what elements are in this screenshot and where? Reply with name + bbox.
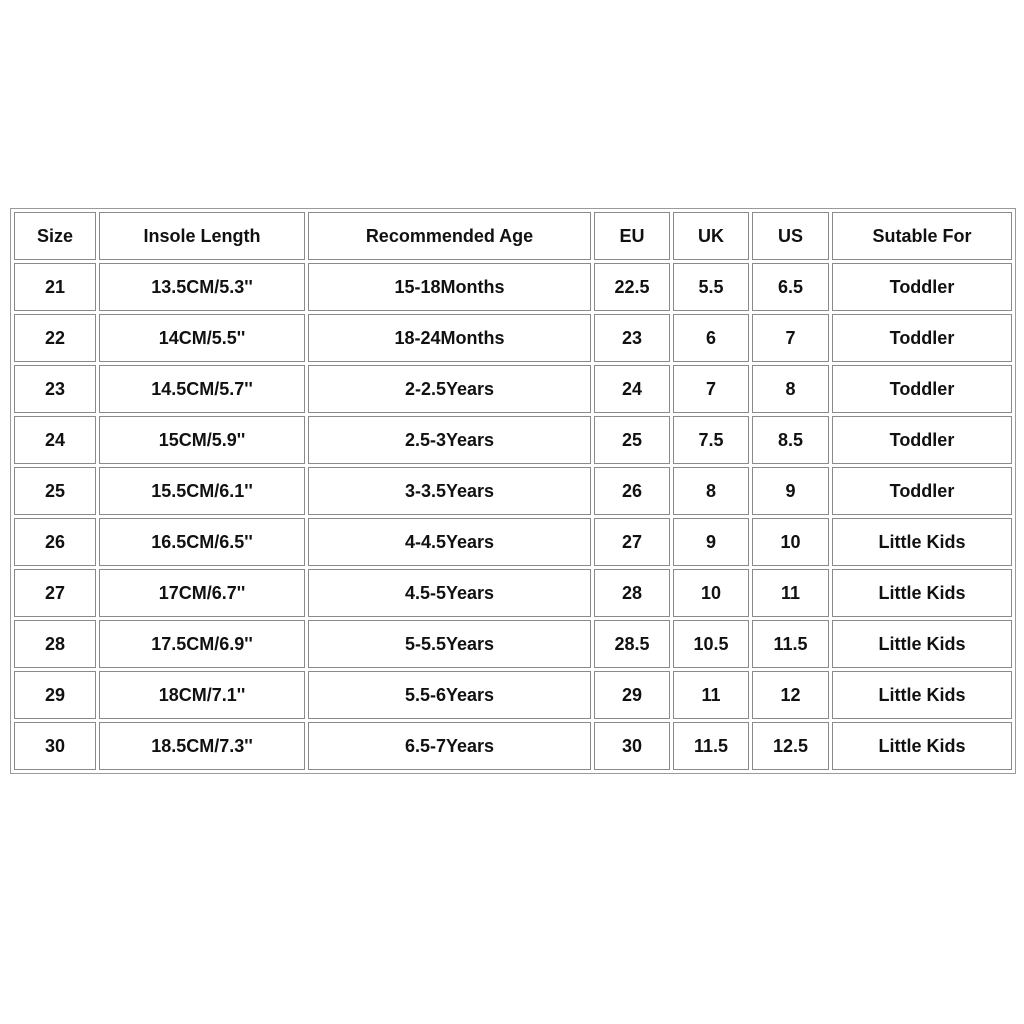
cell-eu: 24 bbox=[594, 365, 670, 413]
cell-suitable-for: Toddler bbox=[832, 467, 1012, 515]
cell-eu: 28.5 bbox=[594, 620, 670, 668]
table-row bbox=[14, 671, 1012, 719]
cell-recommended-age: 2.5-3Years bbox=[308, 416, 591, 464]
cell-eu: 25 bbox=[594, 416, 670, 464]
cell-uk: 8 bbox=[673, 467, 749, 515]
cell-insole-length: 18.5CM/7.3'' bbox=[99, 722, 305, 770]
cell-suitable-for: Little Kids bbox=[832, 569, 1012, 617]
header-suitable-for: Sutable For bbox=[832, 212, 1012, 260]
cell-uk: 6 bbox=[673, 314, 749, 362]
cell-insole-length: 15CM/5.9'' bbox=[99, 416, 305, 464]
cell-size: 29 bbox=[14, 671, 96, 719]
cell-recommended-age: 15-18Months bbox=[308, 263, 591, 311]
cell-eu: 23 bbox=[594, 314, 670, 362]
cell-suitable-for: Toddler bbox=[832, 365, 1012, 413]
cell-size: 24 bbox=[14, 416, 96, 464]
cell-recommended-age: 6.5-7Years bbox=[308, 722, 591, 770]
cell-suitable-for: Toddler bbox=[832, 314, 1012, 362]
header-insole-length: Insole Length bbox=[99, 212, 305, 260]
header-eu: EU bbox=[594, 212, 670, 260]
table-row bbox=[14, 365, 1012, 413]
cell-eu: 30 bbox=[594, 722, 670, 770]
cell-size: 21 bbox=[14, 263, 96, 311]
cell-eu: 26 bbox=[594, 467, 670, 515]
cell-uk: 5.5 bbox=[673, 263, 749, 311]
cell-uk: 7 bbox=[673, 365, 749, 413]
cell-suitable-for: Little Kids bbox=[832, 518, 1012, 566]
table-row bbox=[14, 263, 1012, 311]
cell-uk: 11.5 bbox=[673, 722, 749, 770]
cell-recommended-age: 18-24Months bbox=[308, 314, 591, 362]
cell-size: 25 bbox=[14, 467, 96, 515]
cell-eu: 27 bbox=[594, 518, 670, 566]
cell-insole-length: 17.5CM/6.9'' bbox=[99, 620, 305, 668]
cell-uk: 7.5 bbox=[673, 416, 749, 464]
cell-eu: 29 bbox=[594, 671, 670, 719]
cell-us: 8 bbox=[752, 365, 829, 413]
cell-size: 30 bbox=[14, 722, 96, 770]
cell-recommended-age: 5.5-6Years bbox=[308, 671, 591, 719]
header-row bbox=[14, 212, 1012, 260]
cell-insole-length: 18CM/7.1'' bbox=[99, 671, 305, 719]
table-row bbox=[14, 518, 1012, 566]
cell-size: 22 bbox=[14, 314, 96, 362]
cell-insole-length: 17CM/6.7'' bbox=[99, 569, 305, 617]
cell-uk: 11 bbox=[673, 671, 749, 719]
cell-insole-length: 13.5CM/5.3'' bbox=[99, 263, 305, 311]
cell-suitable-for: Toddler bbox=[832, 416, 1012, 464]
cell-insole-length: 14CM/5.5'' bbox=[99, 314, 305, 362]
cell-suitable-for: Little Kids bbox=[832, 620, 1012, 668]
cell-size: 28 bbox=[14, 620, 96, 668]
cell-suitable-for: Toddler bbox=[832, 263, 1012, 311]
cell-recommended-age: 5-5.5Years bbox=[308, 620, 591, 668]
cell-size: 27 bbox=[14, 569, 96, 617]
cell-insole-length: 16.5CM/6.5'' bbox=[99, 518, 305, 566]
cell-insole-length: 15.5CM/6.1'' bbox=[99, 467, 305, 515]
cell-us: 8.5 bbox=[752, 416, 829, 464]
table-row bbox=[14, 467, 1012, 515]
table-row bbox=[14, 569, 1012, 617]
cell-us: 6.5 bbox=[752, 263, 829, 311]
cell-insole-length: 14.5CM/5.7'' bbox=[99, 365, 305, 413]
cell-eu: 22.5 bbox=[594, 263, 670, 311]
cell-recommended-age: 4.5-5Years bbox=[308, 569, 591, 617]
cell-size: 26 bbox=[14, 518, 96, 566]
table-row bbox=[14, 620, 1012, 668]
cell-recommended-age: 3-3.5Years bbox=[308, 467, 591, 515]
cell-us: 11 bbox=[752, 569, 829, 617]
table-row bbox=[14, 314, 1012, 362]
cell-suitable-for: Little Kids bbox=[832, 671, 1012, 719]
cell-suitable-for: Little Kids bbox=[832, 722, 1012, 770]
table-row bbox=[14, 722, 1012, 770]
header-uk: UK bbox=[673, 212, 749, 260]
cell-uk: 10 bbox=[673, 569, 749, 617]
cell-us: 10 bbox=[752, 518, 829, 566]
cell-us: 9 bbox=[752, 467, 829, 515]
header-recommended-age: Recommended Age bbox=[308, 212, 591, 260]
cell-size: 23 bbox=[14, 365, 96, 413]
size-chart-table bbox=[10, 208, 1016, 774]
header-size: Size bbox=[14, 212, 96, 260]
cell-us: 12.5 bbox=[752, 722, 829, 770]
cell-us: 12 bbox=[752, 671, 829, 719]
cell-recommended-age: 2-2.5Years bbox=[308, 365, 591, 413]
table-row bbox=[14, 416, 1012, 464]
cell-recommended-age: 4-4.5Years bbox=[308, 518, 591, 566]
cell-us: 7 bbox=[752, 314, 829, 362]
header-us: US bbox=[752, 212, 829, 260]
cell-uk: 10.5 bbox=[673, 620, 749, 668]
cell-eu: 28 bbox=[594, 569, 670, 617]
cell-us: 11.5 bbox=[752, 620, 829, 668]
cell-uk: 9 bbox=[673, 518, 749, 566]
